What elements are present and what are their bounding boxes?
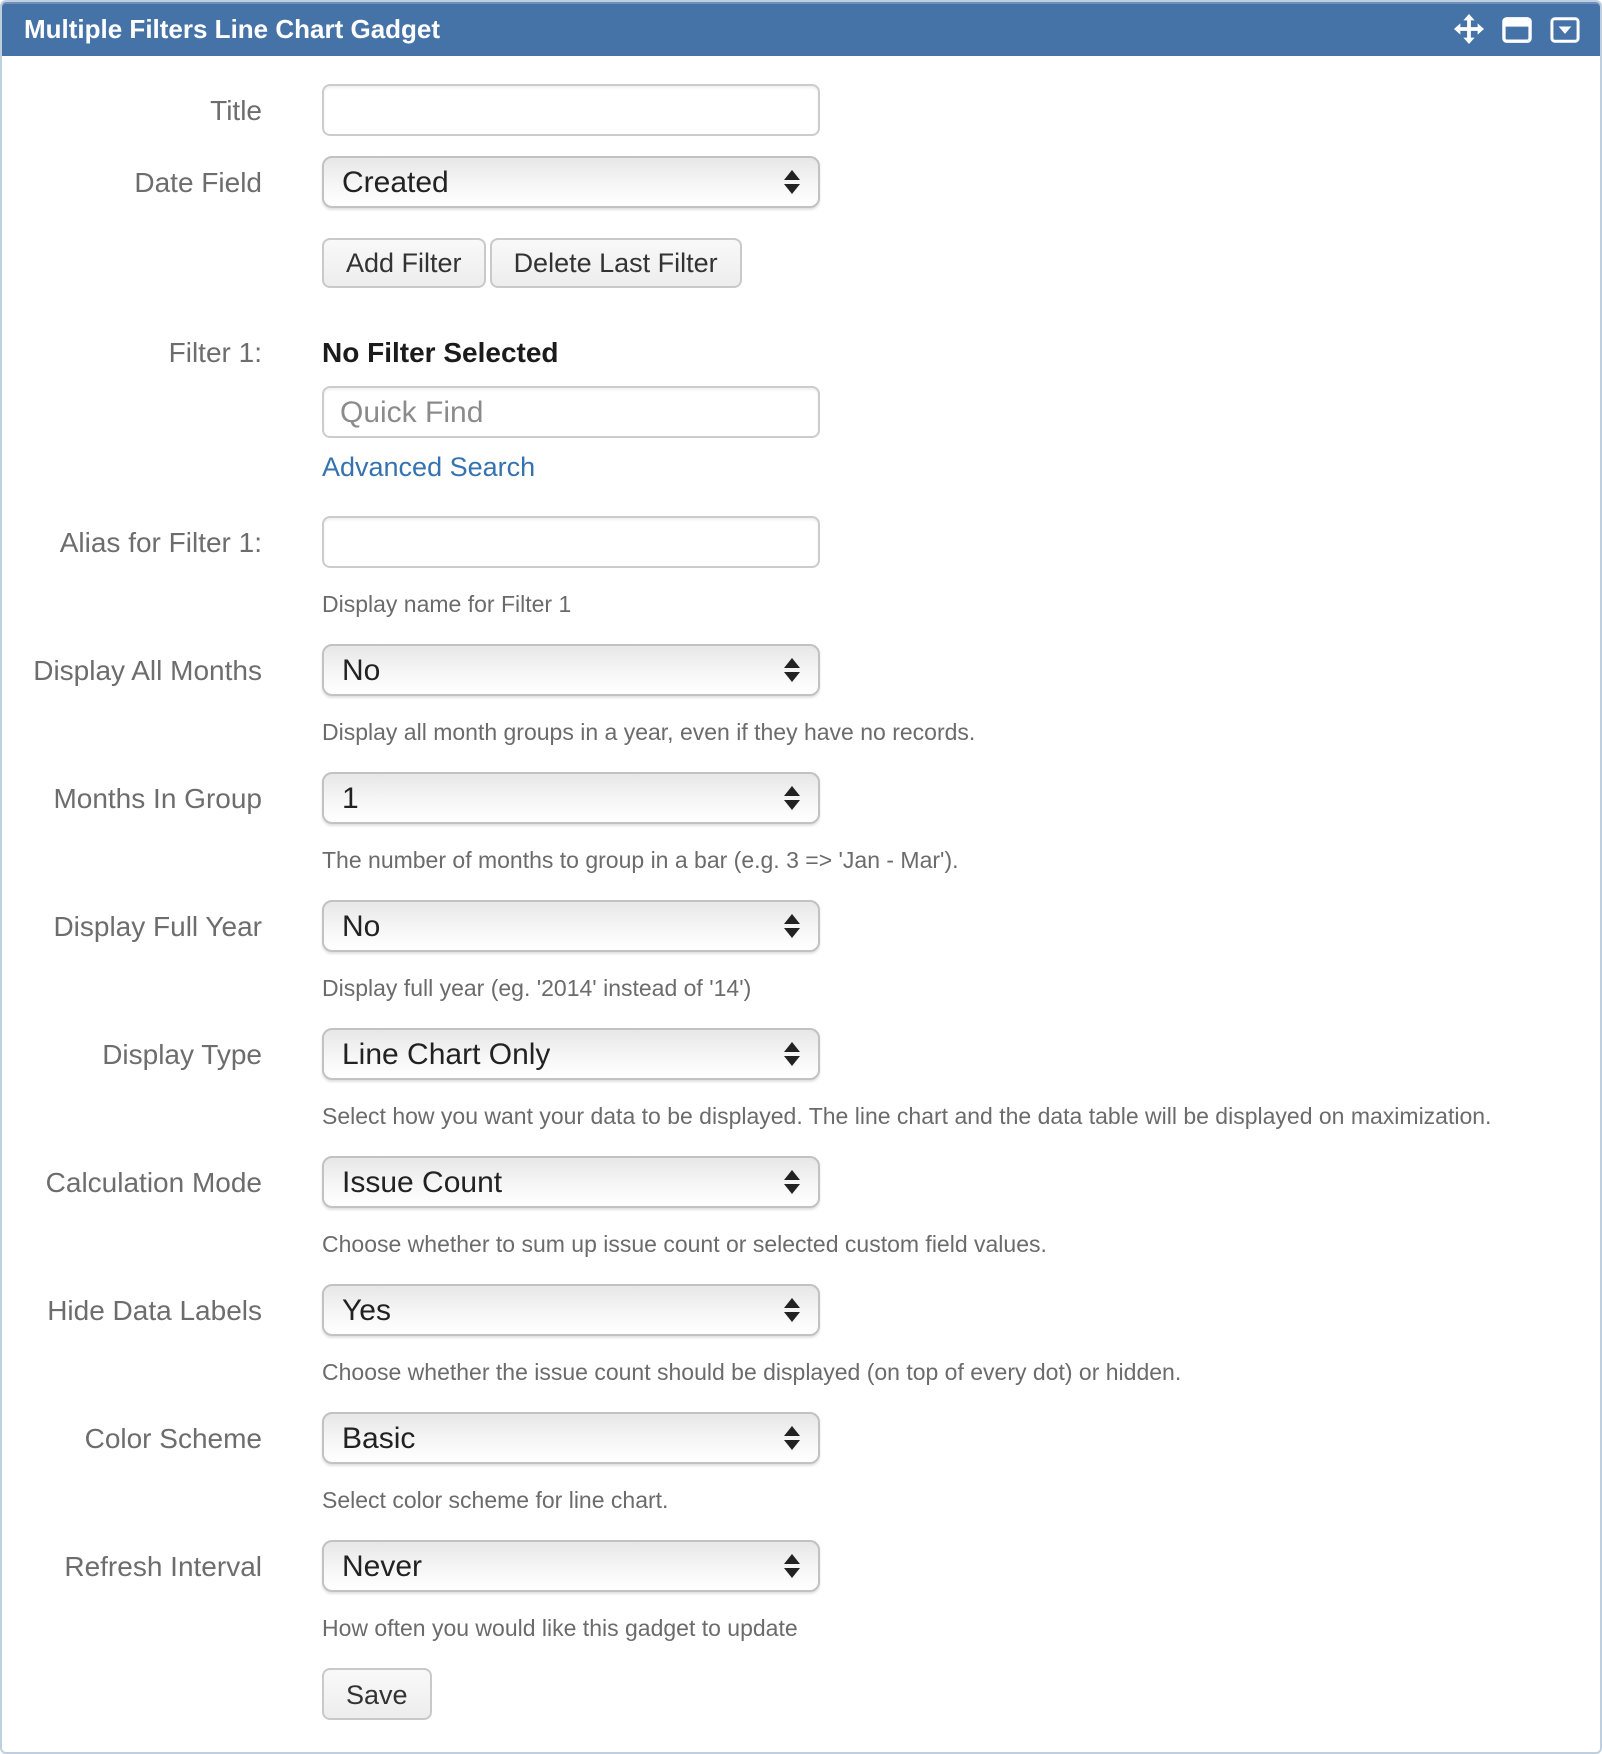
field-color-scheme [2, 1412, 1600, 1516]
save-button[interactable]: Save [322, 1668, 432, 1720]
display-all-months-help: Display all month groups in a year, even if they have no records. [322, 722, 976, 746]
alias-filter-1-label: Alias for Filter 1: [59, 526, 262, 558]
display-full-year-select[interactable] [322, 900, 820, 952]
field-hide-data-labels [2, 1284, 1600, 1388]
gadget-config-form [2, 56, 1600, 1720]
delete-last-filter-button[interactable]: Delete Last Filter [490, 238, 742, 288]
gadget-title: Multiple Filters Line Chart Gadget [24, 14, 441, 44]
field-display-full-year [2, 900, 1600, 1004]
maximize-icon[interactable] [1502, 15, 1532, 43]
select-arrows-icon [784, 1554, 800, 1578]
alias-filter-1-input[interactable] [322, 516, 820, 568]
alias-filter-1-help: Display name for Filter 1 [322, 594, 572, 618]
title-input[interactable] [322, 84, 820, 136]
refresh-interval-select[interactable] [322, 1540, 820, 1592]
color-scheme-label: Color Scheme [84, 1422, 262, 1454]
months-in-group-help: The number of months to group in a bar (e.g. 3 => 'Jan - Mar'). [322, 850, 959, 874]
field-title [2, 84, 1600, 136]
refresh-interval-label: Refresh Interval [64, 1550, 262, 1582]
select-arrows-icon [784, 1426, 800, 1450]
field-filter-1 [2, 336, 1600, 484]
display-all-months-select[interactable] [322, 644, 820, 696]
hide-data-labels-select[interactable] [322, 1284, 820, 1336]
hide-data-labels-help: Choose whether the issue count should be displayed (on top of every dot) or hidden. [322, 1362, 1182, 1386]
hide-data-labels-value: Yes [342, 1293, 391, 1327]
display-type-label: Display Type [102, 1038, 262, 1070]
color-scheme-help: Select color scheme for line chart. [322, 1490, 669, 1514]
gadget-header-controls [1454, 14, 1580, 44]
move-icon[interactable] [1454, 14, 1484, 44]
months-in-group-select[interactable] [322, 772, 820, 824]
display-full-year-value: No [342, 909, 381, 943]
dropdown-menu-icon[interactable] [1550, 15, 1580, 43]
quick-find-input[interactable] [322, 386, 820, 438]
display-full-year-help: Display full year (eg. '2014' instead of '14') [322, 978, 752, 1002]
add-filter-button[interactable]: Add Filter [322, 238, 486, 288]
field-alias-filter-1 [2, 516, 1600, 620]
color-scheme-select[interactable] [322, 1412, 820, 1464]
select-arrows-icon [784, 1298, 800, 1322]
advanced-search-link[interactable]: Advanced Search [322, 452, 536, 482]
display-type-help: Select how you want your data to be displayed. The line chart and the data table will be displayed on maximization. [322, 1106, 1492, 1130]
calculation-mode-help: Choose whether to sum up issue count or selected custom field values. [322, 1234, 1047, 1258]
calculation-mode-select[interactable] [322, 1156, 820, 1208]
filter-1-label: Filter 1: [168, 336, 262, 368]
field-display-all-months [2, 644, 1600, 748]
display-type-select[interactable] [322, 1028, 820, 1080]
select-arrows-icon [784, 786, 800, 810]
display-all-months-value: No [342, 653, 381, 687]
refresh-interval-help: How often you would like this gadget to update [322, 1618, 798, 1642]
display-full-year-label: Display Full Year [53, 910, 262, 942]
hide-data-labels-label: Hide Data Labels [47, 1294, 262, 1326]
months-in-group-value: 1 [342, 781, 359, 815]
date-field-select-value: Created [342, 165, 449, 199]
field-calculation-mode [2, 1156, 1600, 1260]
field-display-type [2, 1028, 1600, 1132]
display-type-value: Line Chart Only [342, 1037, 551, 1071]
refresh-interval-value: Never [342, 1549, 423, 1583]
color-scheme-value: Basic [342, 1421, 416, 1455]
select-arrows-icon [784, 170, 800, 194]
title-label: Title [210, 94, 262, 126]
select-arrows-icon [784, 1042, 800, 1066]
calculation-mode-value: Issue Count [342, 1165, 503, 1199]
filter-buttons-row [322, 238, 1600, 288]
save-row [322, 1668, 1600, 1720]
filter-1-status: No Filter Selected [322, 336, 559, 368]
field-date-field [2, 156, 1600, 208]
select-arrows-icon [784, 658, 800, 682]
calculation-mode-label: Calculation Mode [45, 1166, 262, 1198]
date-field-label: Date Field [134, 166, 262, 198]
months-in-group-label: Months In Group [53, 782, 262, 814]
field-refresh-interval [2, 1540, 1600, 1644]
date-field-select[interactable] [322, 156, 820, 208]
display-all-months-label: Display All Months [33, 654, 262, 686]
gadget-header [2, 2, 1600, 56]
select-arrows-icon [784, 914, 800, 938]
field-months-in-group [2, 772, 1600, 876]
select-arrows-icon [784, 1170, 800, 1194]
